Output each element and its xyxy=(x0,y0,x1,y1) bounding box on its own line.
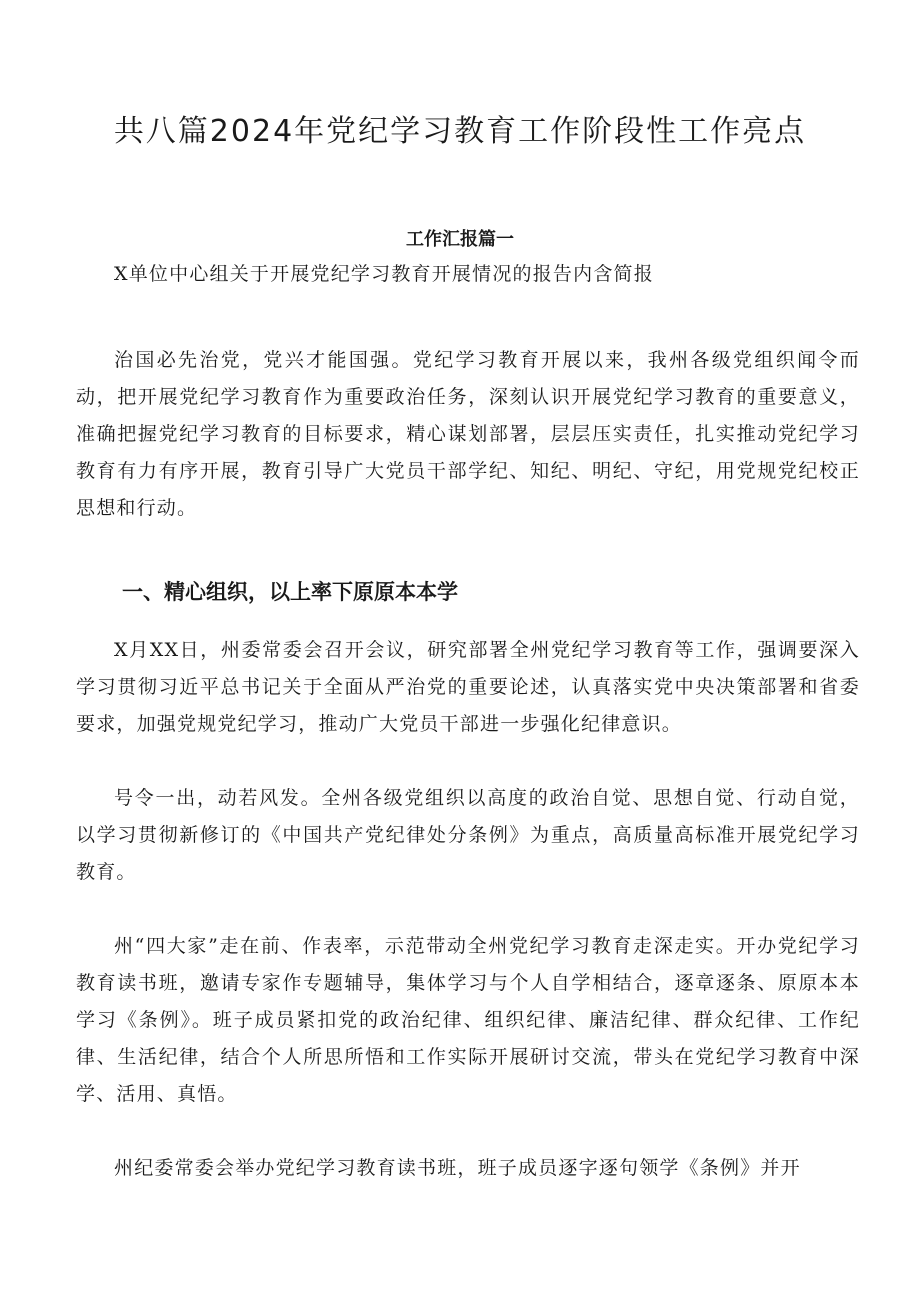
paragraph: 号令一出，动若风发。全州各级党组织以高度的政治自觉、思想自觉、行动自觉，以学习贯彻新修订的《中国共产党纪律处分条例》为重点，高质量高标准开展党纪学习教育。 xyxy=(76,787,860,883)
report-subtitle: X单位中心组关于开展党纪学习教育开展情况的报告内含简报 xyxy=(114,263,654,285)
section-title: 工作汇报篇一 xyxy=(406,229,514,250)
document-title: 共八篇2024年党纪学习教育工作阶段性工作亮点 xyxy=(113,114,807,149)
heading-one: 一、精心组织，以上率下原原本本学 xyxy=(122,580,458,604)
paragraph: 州“四大家”走在前、作表率，示范带动全州党纪学习教育走深走实。开办党纪学习教育读书班，邀请专家作专题辅导，集体学习与个人自学相结合，逐章逐条、原原本本学习《条例》。班子成员紧扣党的政治纪律、组织纪律、廉洁纪律、群众纪律、工作纪律、生活纪律，结合个人所思所悟和工作实际开展研讨交流，带头在党纪学习教育中深学、活用、真悟。 xyxy=(76,935,860,1105)
paragraph: X月XX日，州委常委会召开会议，研究部署全州党纪学习教育等工作，强调要深入学习贯彻习近平总书记关于全面从严治党的重要论述，认真落实党中央决策部署和省委要求，加强党规党纪学习，推动广大党员干部进一步强化纪律意识。 xyxy=(76,639,860,735)
paragraph-truncated: 州纪委常委会举办党纪学习教育读书班，班子成员逐字逐句领学《条例》并开 xyxy=(114,1157,801,1179)
paragraph: 治国必先治党，党兴才能国强。党纪学习教育开展以来，我州各级党组织闻令而动，把开展党纪学习教育作为重要政治任务，深刻认识开展党纪学习教育的重要意义，准确把握党纪学习教育的目标要求，精心谋划部署，层层压实责任，扎实推动党纪学习教育有力有序开展，教育引导广大党员干部学纪、知纪、明纪、守纪，用党规党纪校正思想和行动。 xyxy=(76,349,860,519)
